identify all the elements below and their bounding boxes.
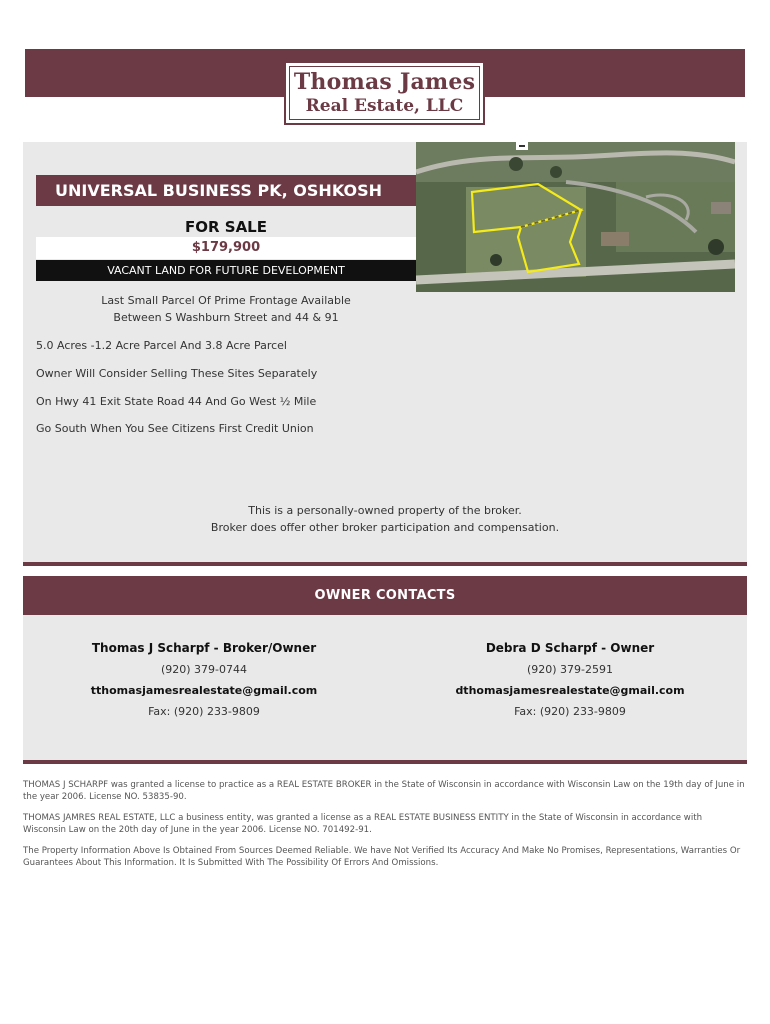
logo-name: Thomas James (293, 69, 476, 95)
contact-name: Debra D Scharpf - Owner (485, 641, 655, 655)
aerial-map-image (416, 142, 735, 292)
separate-sale-line: Owner Will Consider Selling These Sites Separately (36, 367, 318, 380)
contact-fax: Fax: (920) 233-9809 (514, 705, 626, 718)
contacts-header: OWNER CONTACTS (23, 576, 747, 615)
contact-phone: (920) 379-2591 (526, 663, 614, 676)
contact-card-debra (420, 641, 720, 721)
contact-card-thomas (54, 641, 354, 721)
logo-entity: Real Estate, LLC (305, 96, 464, 116)
broker-note-1: This is a personally-owned property of the broker. (248, 504, 522, 517)
broker-license-text: THOMAS J SCHARPF was granted a license to practice as a REAL ESTATE BROKER in the State of Wisconsin in accordance with Wisconsin Law on the 19th day of June in the year 2006. License NO. 53835-90. (23, 780, 745, 802)
disclaimer-text: The Property Information Above Is Obtained From Sources Deemed Reliable. We have Not Verified Its Accuracy And Make No Promises, Representations, Warranties Or Guarantees About This Information. It Is Submitted With The Possibility Of Errors And Omissions. (23, 846, 741, 868)
company-logo (284, 61, 485, 125)
entity-license-text: THOMAS JAMRES REAL ESTATE, LLC a business entity, was granted a license as a REAL ESTATE BUSINESS ENTITY in the State of Wisconsin in accordance with Wisconsin Law on the 20th day of June in the year 2006. License NO. 701492-91. (23, 813, 703, 835)
for-sale-label: FOR SALE (185, 218, 267, 236)
price: $179,900 (36, 237, 416, 259)
contact-name: Thomas J Scharpf - Broker/Owner (91, 641, 317, 655)
description-line-1: Last Small Parcel Of Prime Frontage Available (101, 294, 351, 307)
contact-email: dthomasjamesrealestate@gmail.com (455, 684, 685, 697)
listing-subtitle: VACANT LAND FOR FUTURE DEVELOPMENT (36, 260, 416, 281)
aerial-photo (416, 142, 735, 292)
contact-email: tthomasjamesrealestate@gmail.com (90, 684, 318, 697)
description-line-2: Between S Washburn Street and 44 & 91 (113, 311, 339, 324)
listing-title: UNIVERSAL BUSINESS PK, OSHKOSH (36, 175, 416, 206)
directions-line-2: Go South When You See Citizens First Credit Union (36, 422, 314, 435)
contact-fax: Fax: (920) 233-9809 (148, 705, 260, 718)
acreage-line: 5.0 Acres -1.2 Acre Parcel And 3.8 Acre Parcel (36, 339, 287, 352)
directions-line-1: On Hwy 41 Exit State Road 44 And Go West ½ Mile (36, 395, 317, 408)
broker-note-2: Broker does offer other broker participation and compensation. (210, 521, 560, 534)
contact-phone: (920) 379-0744 (160, 663, 248, 676)
